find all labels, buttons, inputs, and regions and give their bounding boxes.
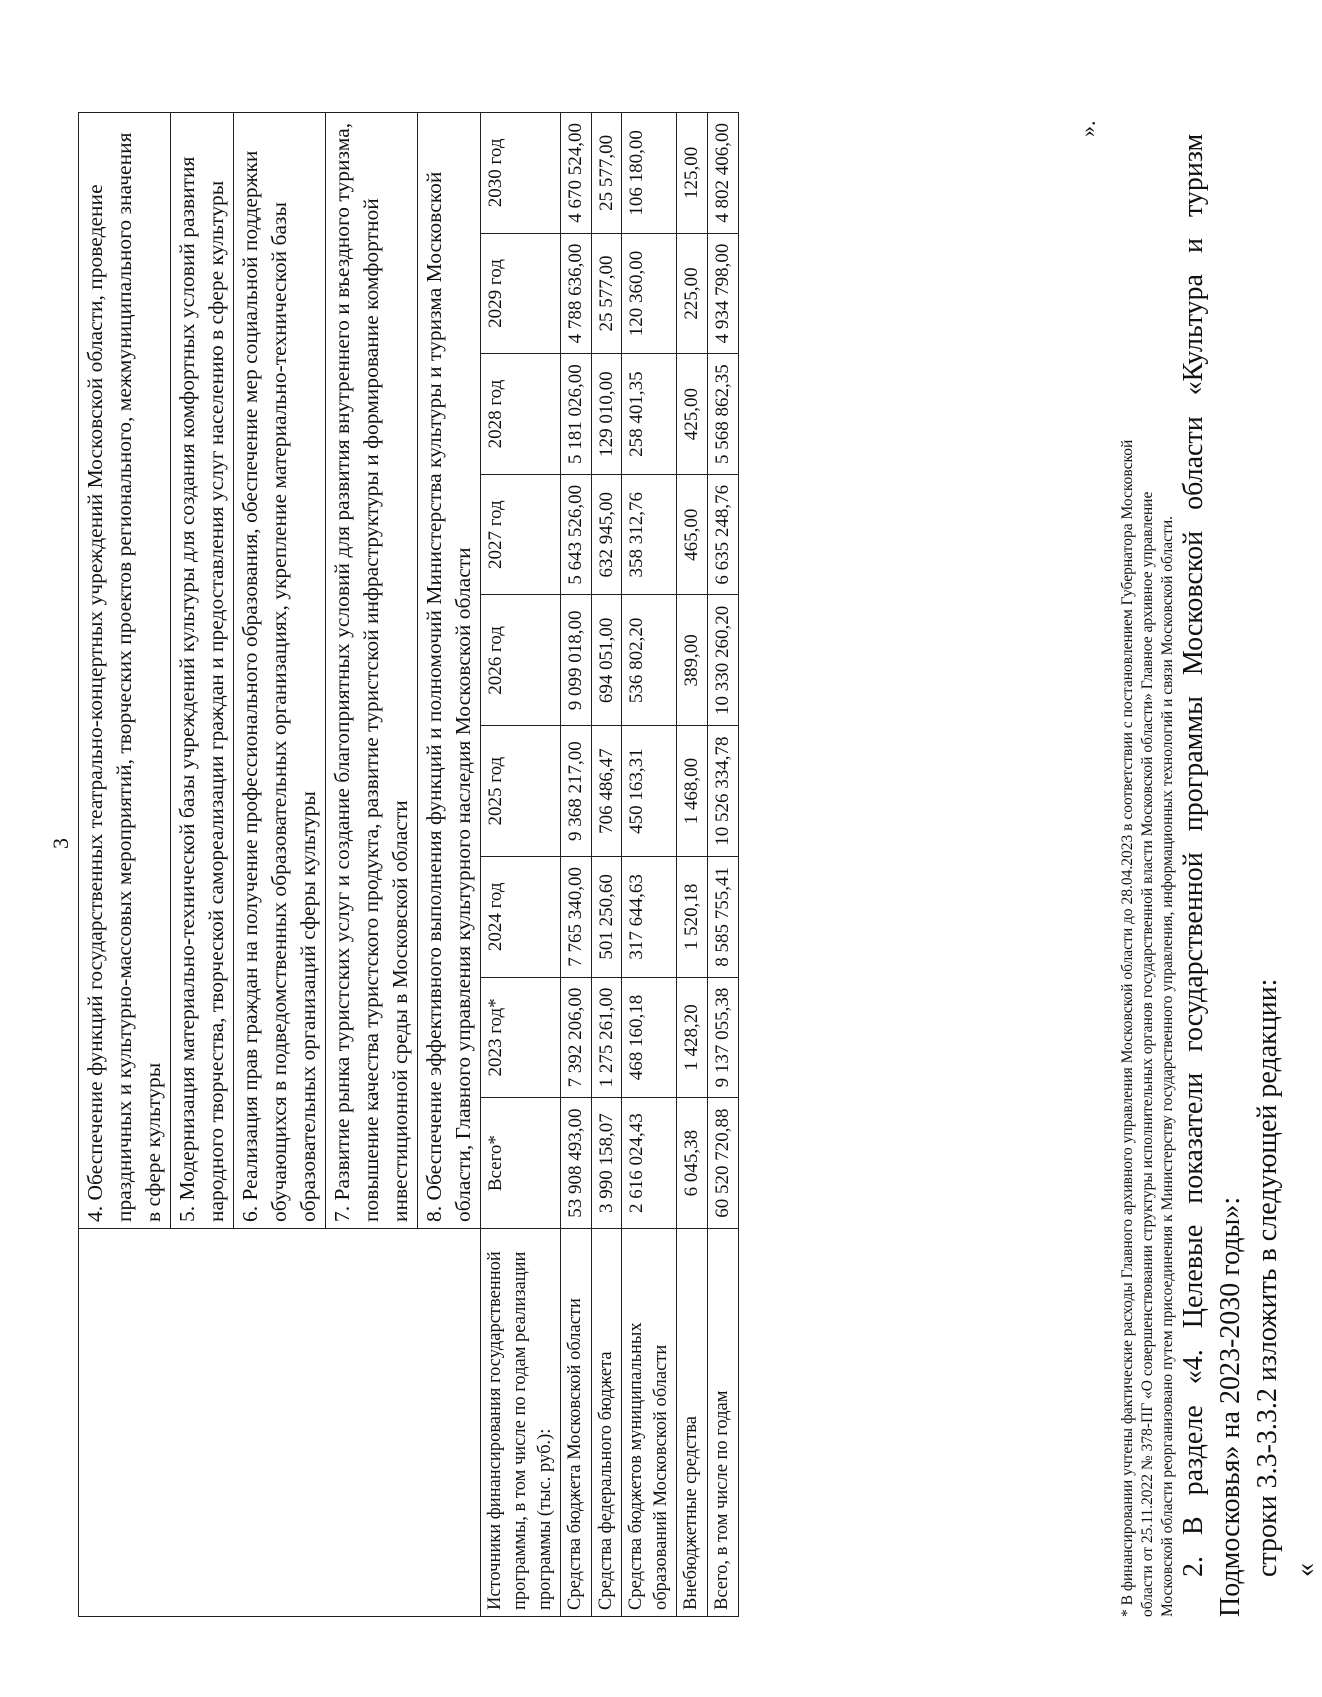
program-table xyxy=(78,112,739,1617)
finance-row xyxy=(677,113,708,1617)
column-header: 2030 год xyxy=(481,113,561,234)
value-cell: 25 577,00 xyxy=(591,233,622,354)
value-cell: 4 670 524,00 xyxy=(561,113,592,234)
value-cell: 60 520 720,88 xyxy=(707,1098,738,1229)
column-header: 2029 год xyxy=(481,233,561,354)
amendment-instruction: строки 3.3-3.3.2 изложить в следующей редакции: xyxy=(1252,978,1283,1577)
footnote-line: Московской области реорганизовано путем присоединения к Министерству государственного управления, информационных технологий и связи Московской области. xyxy=(1159,516,1177,1617)
finance-header-label: Источники финансирования государственной программы, в том числе по годам реализации программы (тыс. руб.): xyxy=(481,1229,561,1617)
value-cell: 4 934 798,00 xyxy=(707,233,738,354)
value-cell: 5 643 526,00 xyxy=(561,474,592,595)
finance-row xyxy=(591,113,622,1617)
value-cell: 5 568 862,35 xyxy=(707,354,738,475)
row-label: Средства бюджетов муниципальных образований Московской области xyxy=(622,1229,677,1617)
value-cell: 120 360,00 xyxy=(622,233,677,354)
value-cell: 468 160,18 xyxy=(622,977,677,1098)
amendment-paragraph-cont: Подмосковья» на 2023-2030 годы»: xyxy=(1215,1196,1246,1617)
task-cell: 7. Развитие рынка туристских услуг и создание благоприятных условий для развития внутреннего и въездного туризма, повышение качества туристского продукта, развитие туристской инфраструктуры и формирование комфортной инвестиционной среды в Московской области xyxy=(326,113,418,1229)
value-cell: 258 401,35 xyxy=(622,354,677,475)
finance-total-row xyxy=(707,113,738,1617)
value-cell: 465,00 xyxy=(677,474,708,595)
task-cell: 5. Модернизация материально-технической базы учреждений культуры для создания комфортных условий развития народного творчества, творческой самореализации граждан и предоставления услуг населению в сфере культуры xyxy=(171,113,234,1229)
value-cell: 389,00 xyxy=(677,595,708,726)
value-cell: 1 428,20 xyxy=(677,977,708,1098)
value-cell: 5 181 026,00 xyxy=(561,354,592,475)
value-cell: 2 616 024,43 xyxy=(622,1098,677,1229)
column-header: 2024 год xyxy=(481,857,561,978)
value-cell: 1 520,18 xyxy=(677,857,708,978)
value-cell: 425,00 xyxy=(677,354,708,475)
value-cell: 129 010,00 xyxy=(591,354,622,475)
column-header: 2025 год xyxy=(481,726,561,857)
value-cell: 9 368 217,00 xyxy=(561,726,592,857)
value-cell: 694 051,00 xyxy=(591,595,622,726)
column-header: 2026 год xyxy=(481,595,561,726)
value-cell: 450 163,31 xyxy=(622,726,677,857)
value-cell: 9 137 055,38 xyxy=(707,977,738,1098)
amendment-paragraph: 2. В разделе «4. Целевые показатели государственной программы Московской области «Культура и туризм xyxy=(1178,133,1209,1577)
footnote xyxy=(1118,112,1178,1617)
value-cell: 106 180,00 xyxy=(622,113,677,234)
value-cell: 632 945,00 xyxy=(591,474,622,595)
empty-left-cell xyxy=(79,1229,481,1617)
value-cell: 501 250,60 xyxy=(591,857,622,978)
footnote-line: * В финансировании учтены фактические расходы Главного архивного управления Московской области до 28.04.2023 в соответствии с постановлением Губернатора Московской xyxy=(1119,439,1136,1617)
opening-quote: « xyxy=(1290,1563,1321,1577)
page-number: 3 xyxy=(48,838,73,849)
row-label: Внебюджетные средства xyxy=(677,1229,708,1617)
closing-quote: ». xyxy=(1075,120,1100,137)
value-cell: 536 802,20 xyxy=(622,595,677,726)
row-label: Средства бюджета Московской области xyxy=(561,1229,592,1617)
value-cell: 358 312,76 xyxy=(622,474,677,595)
column-header: 2028 год xyxy=(481,354,561,475)
value-cell: 317 644,63 xyxy=(622,857,677,978)
value-cell: 125,00 xyxy=(677,113,708,234)
value-cell: 1 275 261,00 xyxy=(591,977,622,1098)
task-cell: 8. Обеспечение эффективного выполнения функций и полномочий Министерства культуры и туризма Московской области, Главного управления культурного наследия Московской области xyxy=(418,113,481,1229)
finance-row xyxy=(561,113,592,1617)
task-cell: 6. Реализация прав граждан на получение профессионального образования, обеспечение мер социальной поддержки обучающихся в подведомственных образовательных организациях, укрепление материально-технической базы образовательных организаций сферы культуры xyxy=(234,113,326,1229)
value-cell: 706 486,47 xyxy=(591,726,622,857)
value-cell: 6 635 248,76 xyxy=(707,474,738,595)
row-label: Средства федерального бюджета xyxy=(591,1229,622,1617)
column-header: 2027 год xyxy=(481,474,561,595)
task-cell: 4. Обеспечение функций государственных театрально-концертных учреждений Московской области, проведение праздничных и культурно-массовых мероприятий, творческих проектов регионального, межмуниципального значения в сфере культуры xyxy=(79,113,171,1229)
finance-row xyxy=(622,113,677,1617)
table-row xyxy=(79,113,171,1617)
value-cell: 8 585 755,41 xyxy=(707,857,738,978)
row-label: Всего, в том числе по годам xyxy=(707,1229,738,1617)
value-cell: 225,00 xyxy=(677,233,708,354)
value-cell: 7 765 340,00 xyxy=(561,857,592,978)
finance-header-row xyxy=(481,113,561,1617)
value-cell: 25 577,00 xyxy=(591,113,622,234)
value-cell: 53 908 493,00 xyxy=(561,1098,592,1229)
value-cell: 4 788 636,00 xyxy=(561,233,592,354)
value-cell: 3 990 158,07 xyxy=(591,1098,622,1229)
value-cell: 10 526 334,78 xyxy=(707,726,738,857)
value-cell: 9 099 018,00 xyxy=(561,595,592,726)
column-header: 2023 год* xyxy=(481,977,561,1098)
value-cell: 7 392 206,00 xyxy=(561,977,592,1098)
column-header: Всего* xyxy=(481,1098,561,1229)
value-cell: 10 330 260,20 xyxy=(707,595,738,726)
footnote-line: области от 25.11.2022 № 378-ПГ «О совершенствовании структуры исполнительных органов государственной власти Московской области» Главное архивное управление xyxy=(1139,491,1157,1617)
value-cell: 1 468,00 xyxy=(677,726,708,857)
value-cell: 4 802 406,00 xyxy=(707,113,738,234)
value-cell: 6 045,38 xyxy=(677,1098,708,1229)
